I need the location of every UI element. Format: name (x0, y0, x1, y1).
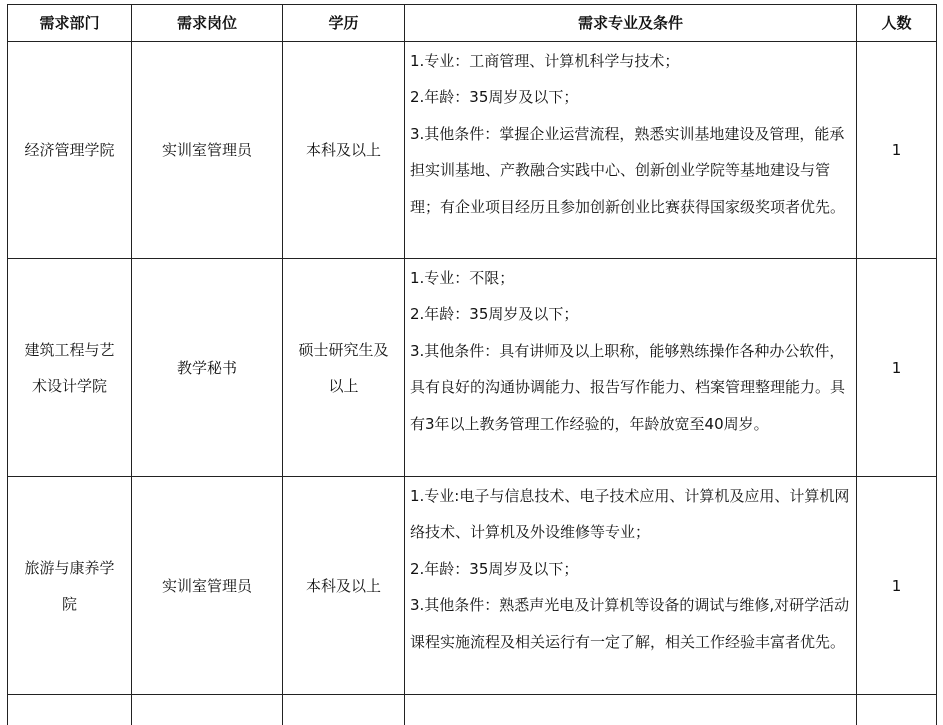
table-row-partial (8, 695, 937, 725)
condition-other: 3.其他条件：掌握企业运营流程，熟悉实训基地建设及管理，能承担实训基地、产教融合实践中心、创新创业学院等基地建设与管理；有企业项目经历且参加创新创业比赛获得国家级奖项者优先。 (410, 116, 852, 225)
department-cell: 经济管理学院 (8, 42, 132, 259)
education-cell: 本科及以上 (283, 477, 405, 695)
condition-age: 2.年龄：35周岁及以下； (410, 296, 852, 332)
condition-other: 3.其他条件：熟悉声光电及计算机等设备的调试与维修,对研学活动课程实施流程及相关运行有一定了解，相关工作经验丰富者优先。 (410, 587, 852, 660)
education-cell: 硕士研究生及以上 (283, 259, 405, 477)
header-department: 需求部门 (8, 5, 132, 42)
count-cell: 1 (857, 259, 937, 477)
condition-major: 1.专业:电子与信息技术、电子技术应用、计算机及应用、计算机网络技术、计算机及外设维修等专业； (410, 478, 852, 551)
header-conditions: 需求专业及条件 (405, 5, 857, 42)
conditions-cell (405, 42, 857, 259)
conditions-cell (405, 259, 857, 477)
education-cell: 本科及以上 (283, 42, 405, 259)
department-cell: 建筑工程与艺术设计学院 (8, 259, 132, 477)
position-cell: 实训室管理员 (132, 477, 283, 695)
position-cell: 教学秘书 (132, 259, 283, 477)
position-cell: 实训室管理员 (132, 42, 283, 259)
condition-age: 2.年龄：35周岁及以下； (410, 79, 852, 115)
partial-cell (283, 695, 405, 725)
conditions-cell (405, 477, 857, 695)
condition-age: 2.年龄：35周岁及以下； (410, 551, 852, 587)
partial-cell (132, 695, 283, 725)
partial-cell (8, 695, 132, 725)
table-row (8, 42, 937, 259)
recruitment-table (7, 4, 937, 725)
department-cell: 旅游与康养学院 (8, 477, 132, 695)
header-education: 学历 (283, 5, 405, 42)
partial-cell (857, 695, 937, 725)
partial-cell (405, 695, 857, 725)
table-header-row (8, 5, 937, 42)
header-count: 人数 (857, 5, 937, 42)
condition-major: 1.专业：工商管理、计算机科学与技术； (410, 43, 852, 79)
condition-other: 3.其他条件：具有讲师及以上职称，能够熟练操作各种办公软件，具有良好的沟通协调能力、报告写作能力、档案管理整理能力。具有3年以上教务管理工作经验的，年龄放宽至40周岁。 (410, 333, 852, 442)
table-row (8, 477, 937, 695)
header-position: 需求岗位 (132, 5, 283, 42)
count-cell: 1 (857, 42, 937, 259)
count-cell: 1 (857, 477, 937, 695)
condition-major: 1.专业：不限； (410, 260, 852, 296)
table-row (8, 259, 937, 477)
